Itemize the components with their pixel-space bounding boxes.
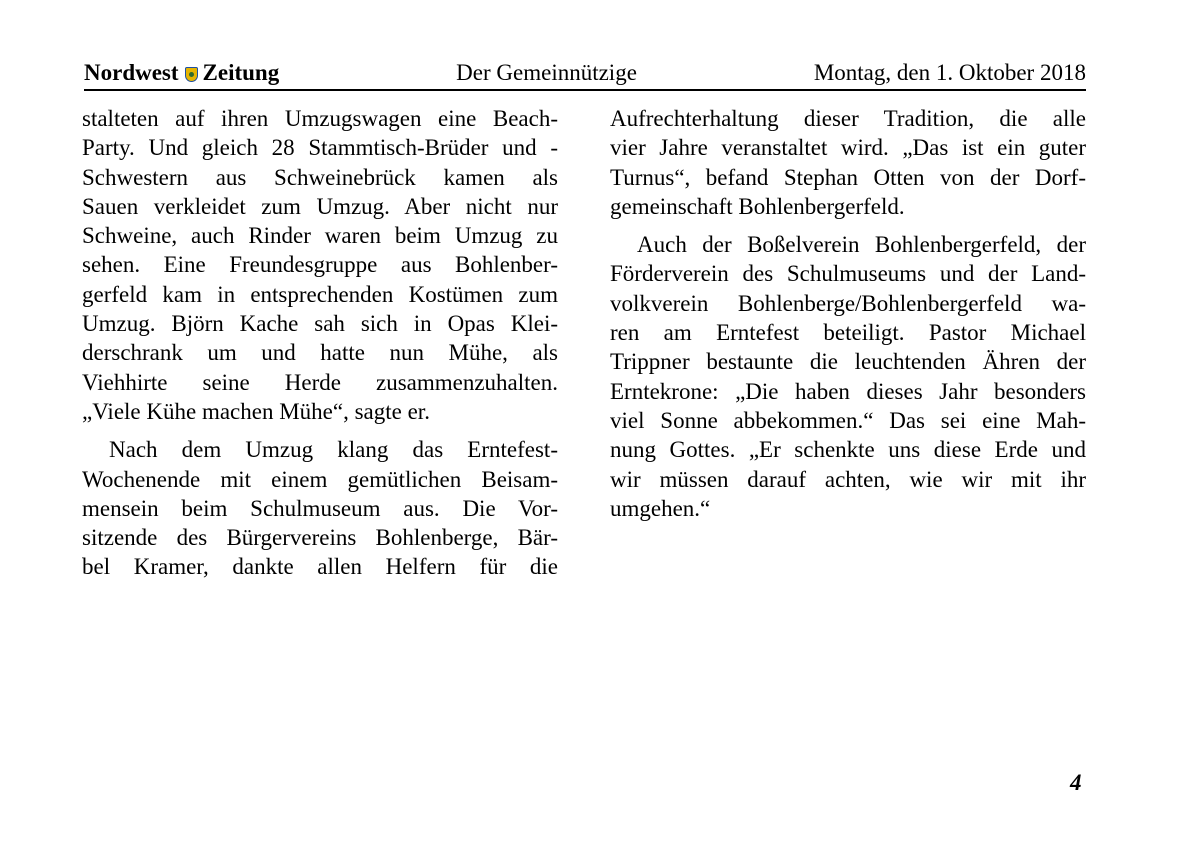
text-line: Sauen verkleidet zum Umzug. Aber nicht nur xyxy=(82,193,558,219)
text-line: Auch der Boßelverein Bohlenbergerfeld, der xyxy=(637,232,1086,258)
left-column xyxy=(82,104,558,582)
text-line: Wochenende mit einem gemütlichen Beisam- xyxy=(82,466,558,492)
text-line: bel Kramer, dankte allen Helfern für die xyxy=(82,554,558,580)
crest-icon xyxy=(185,67,198,82)
text-line: Förderverein des Schulmuseums und der Land- xyxy=(610,261,1086,287)
issue-date: Montag, den 1. Oktober 2018 xyxy=(813,60,1086,85)
text-line: „Viele Kühe machen Mühe“, sagte er. xyxy=(82,398,430,424)
text-line: Schweine, auch Rinder waren beim Umzug zu xyxy=(82,223,558,249)
text-line: Party. Und gleich 28 Stammtisch-Brüder und - xyxy=(82,135,558,161)
section-title: Der Gemeinnützige xyxy=(456,60,637,85)
text-line: wir müssen darauf achten, wie wir mit ihr xyxy=(610,466,1086,492)
text-line: Trippner bestaunte die leuchtenden Ähren der xyxy=(610,349,1086,375)
brand-name-left: Nordwest xyxy=(84,60,179,85)
text-line: vier Jahre veranstaltet wird. „Das ist ein guter xyxy=(610,135,1086,161)
text-line: umgehen.“ xyxy=(610,495,711,521)
page-number: 4 xyxy=(1070,770,1082,795)
text-line: Aufrechterhaltung dieser Tradition, die alle xyxy=(610,106,1086,131)
right-column xyxy=(610,104,1086,523)
header-rule xyxy=(84,89,1086,91)
text-line: derschrank um und hatte nun Mühe, als xyxy=(82,340,558,366)
text-line: Nach dem Umzug klang das Erntefest- xyxy=(109,437,558,463)
text-line: Umzug. Björn Kache sah sich in Opas Klei- xyxy=(82,311,558,337)
text-line: mensein beim Schulmuseum aus. Die Vor- xyxy=(82,495,558,521)
text-line: Turnus“, befand Stephan Otten von der Dorf- xyxy=(610,164,1086,190)
text-line: Schwestern aus Schweinebrück kamen als xyxy=(82,164,558,190)
text-line: sitzende des Bürgervereins Bohlenberge, Bär- xyxy=(82,525,558,551)
text-line: volkverein Bohlenberge/Bohlenbergerfeld wa- xyxy=(610,290,1086,316)
text-line: ren am Erntefest beteiligt. Pastor Michael xyxy=(610,320,1086,346)
text-line: stalteten auf ihren Umzugswagen eine Beach- xyxy=(82,106,558,131)
text-line: gerfeld kam in entsprechenden Kostümen zum xyxy=(82,281,558,307)
text-line: sehen. Eine Freundesgruppe aus Bohlenber- xyxy=(82,252,558,278)
text-line: gemeinschaft Bohlenbergerfeld. xyxy=(610,193,905,219)
text-line: viel Sonne abbekommen.“ Das sei eine Mah- xyxy=(610,407,1086,433)
text-line: Erntekrone: „Die haben dieses Jahr besonders xyxy=(610,378,1086,404)
newspaper-brand xyxy=(84,60,279,86)
page-header xyxy=(84,58,1086,88)
brand-name-right: Zeitung xyxy=(202,60,280,85)
text-line: Viehhirte seine Herde zusammenzuhalten. xyxy=(82,369,558,395)
text-line: nung Gottes. „Er schenkte uns diese Erde und xyxy=(610,437,1086,463)
